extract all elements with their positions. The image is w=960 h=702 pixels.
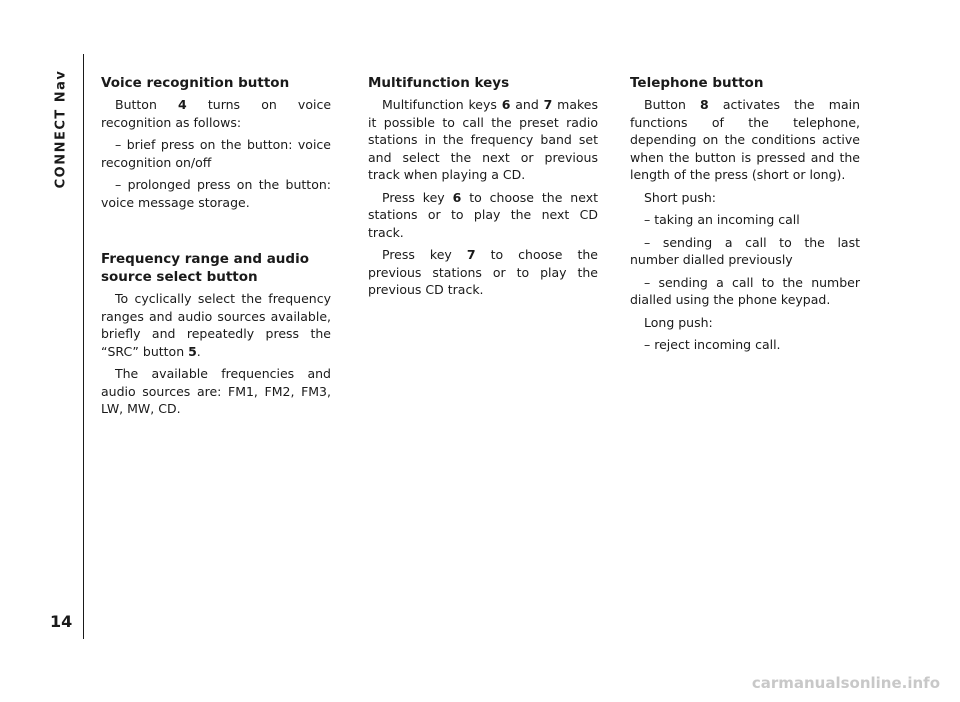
column-2 — [368, 74, 598, 304]
side-section-title-text: CONNECT Nav — [53, 69, 69, 189]
frequency-range-heading: Frequency range and audio source select button — [101, 251, 309, 285]
telephone-button-heading: Telephone button — [630, 75, 764, 91]
telephone-short-push-label: Short push: — [644, 189, 717, 205]
multifunction-keys-heading: Multifunction keys — [368, 75, 510, 91]
multifunction-para-2: Press key 6 to choose the next stations or to play the next CD track. — [368, 189, 598, 240]
column-1 — [101, 74, 331, 423]
watermark-text: carmanualsonline.info — [751, 674, 940, 692]
side-section-title — [52, 69, 70, 189]
vertical-rule — [83, 54, 84, 639]
voice-recognition-para-2: – brief press on the button: voice recognition on/off — [101, 137, 331, 170]
voice-recognition-heading: Voice recognition button — [101, 75, 290, 91]
telephone-para-5: – sending a call to the number dialled using the phone keypad. — [630, 274, 860, 307]
telephone-para-1: Button 8 activates the main functions of the telephone, depending on the conditions active when the button is pressed and the length of the press (short or long). — [630, 97, 861, 182]
telephone-para-7: – reject incoming call. — [644, 337, 781, 352]
column-3 — [630, 74, 860, 359]
telephone-para-3: – taking an incoming call — [644, 212, 800, 227]
frequency-range-para-1: To cyclically select the frequency ranges and audio sources available, briefly and repeatedly press the “SRC” button 5. — [101, 291, 331, 359]
page-number: 14 — [50, 612, 73, 631]
multifunction-para-1: Multifunction keys 6 and 7 makes it possible to call the preset radio stations in the frequency band set and select the next or previous track when playing a CD. — [368, 97, 598, 182]
frequency-range-para-2: The available frequencies and audio sources are: FM1, FM2, FM3, LW, MW, CD. — [101, 366, 331, 416]
voice-recognition-para-1: Button 4 turns on voice recognition as follows: — [101, 97, 332, 130]
telephone-para-4: – sending a call to the last number dialled previously — [630, 234, 860, 267]
voice-recognition-para-3: – prolonged press on the button: voice message storage. — [101, 177, 331, 210]
multifunction-para-3: Press key 7 to choose the previous stations or to play the previous CD track. — [368, 247, 598, 297]
telephone-long-push-label: Long push: — [644, 314, 713, 330]
